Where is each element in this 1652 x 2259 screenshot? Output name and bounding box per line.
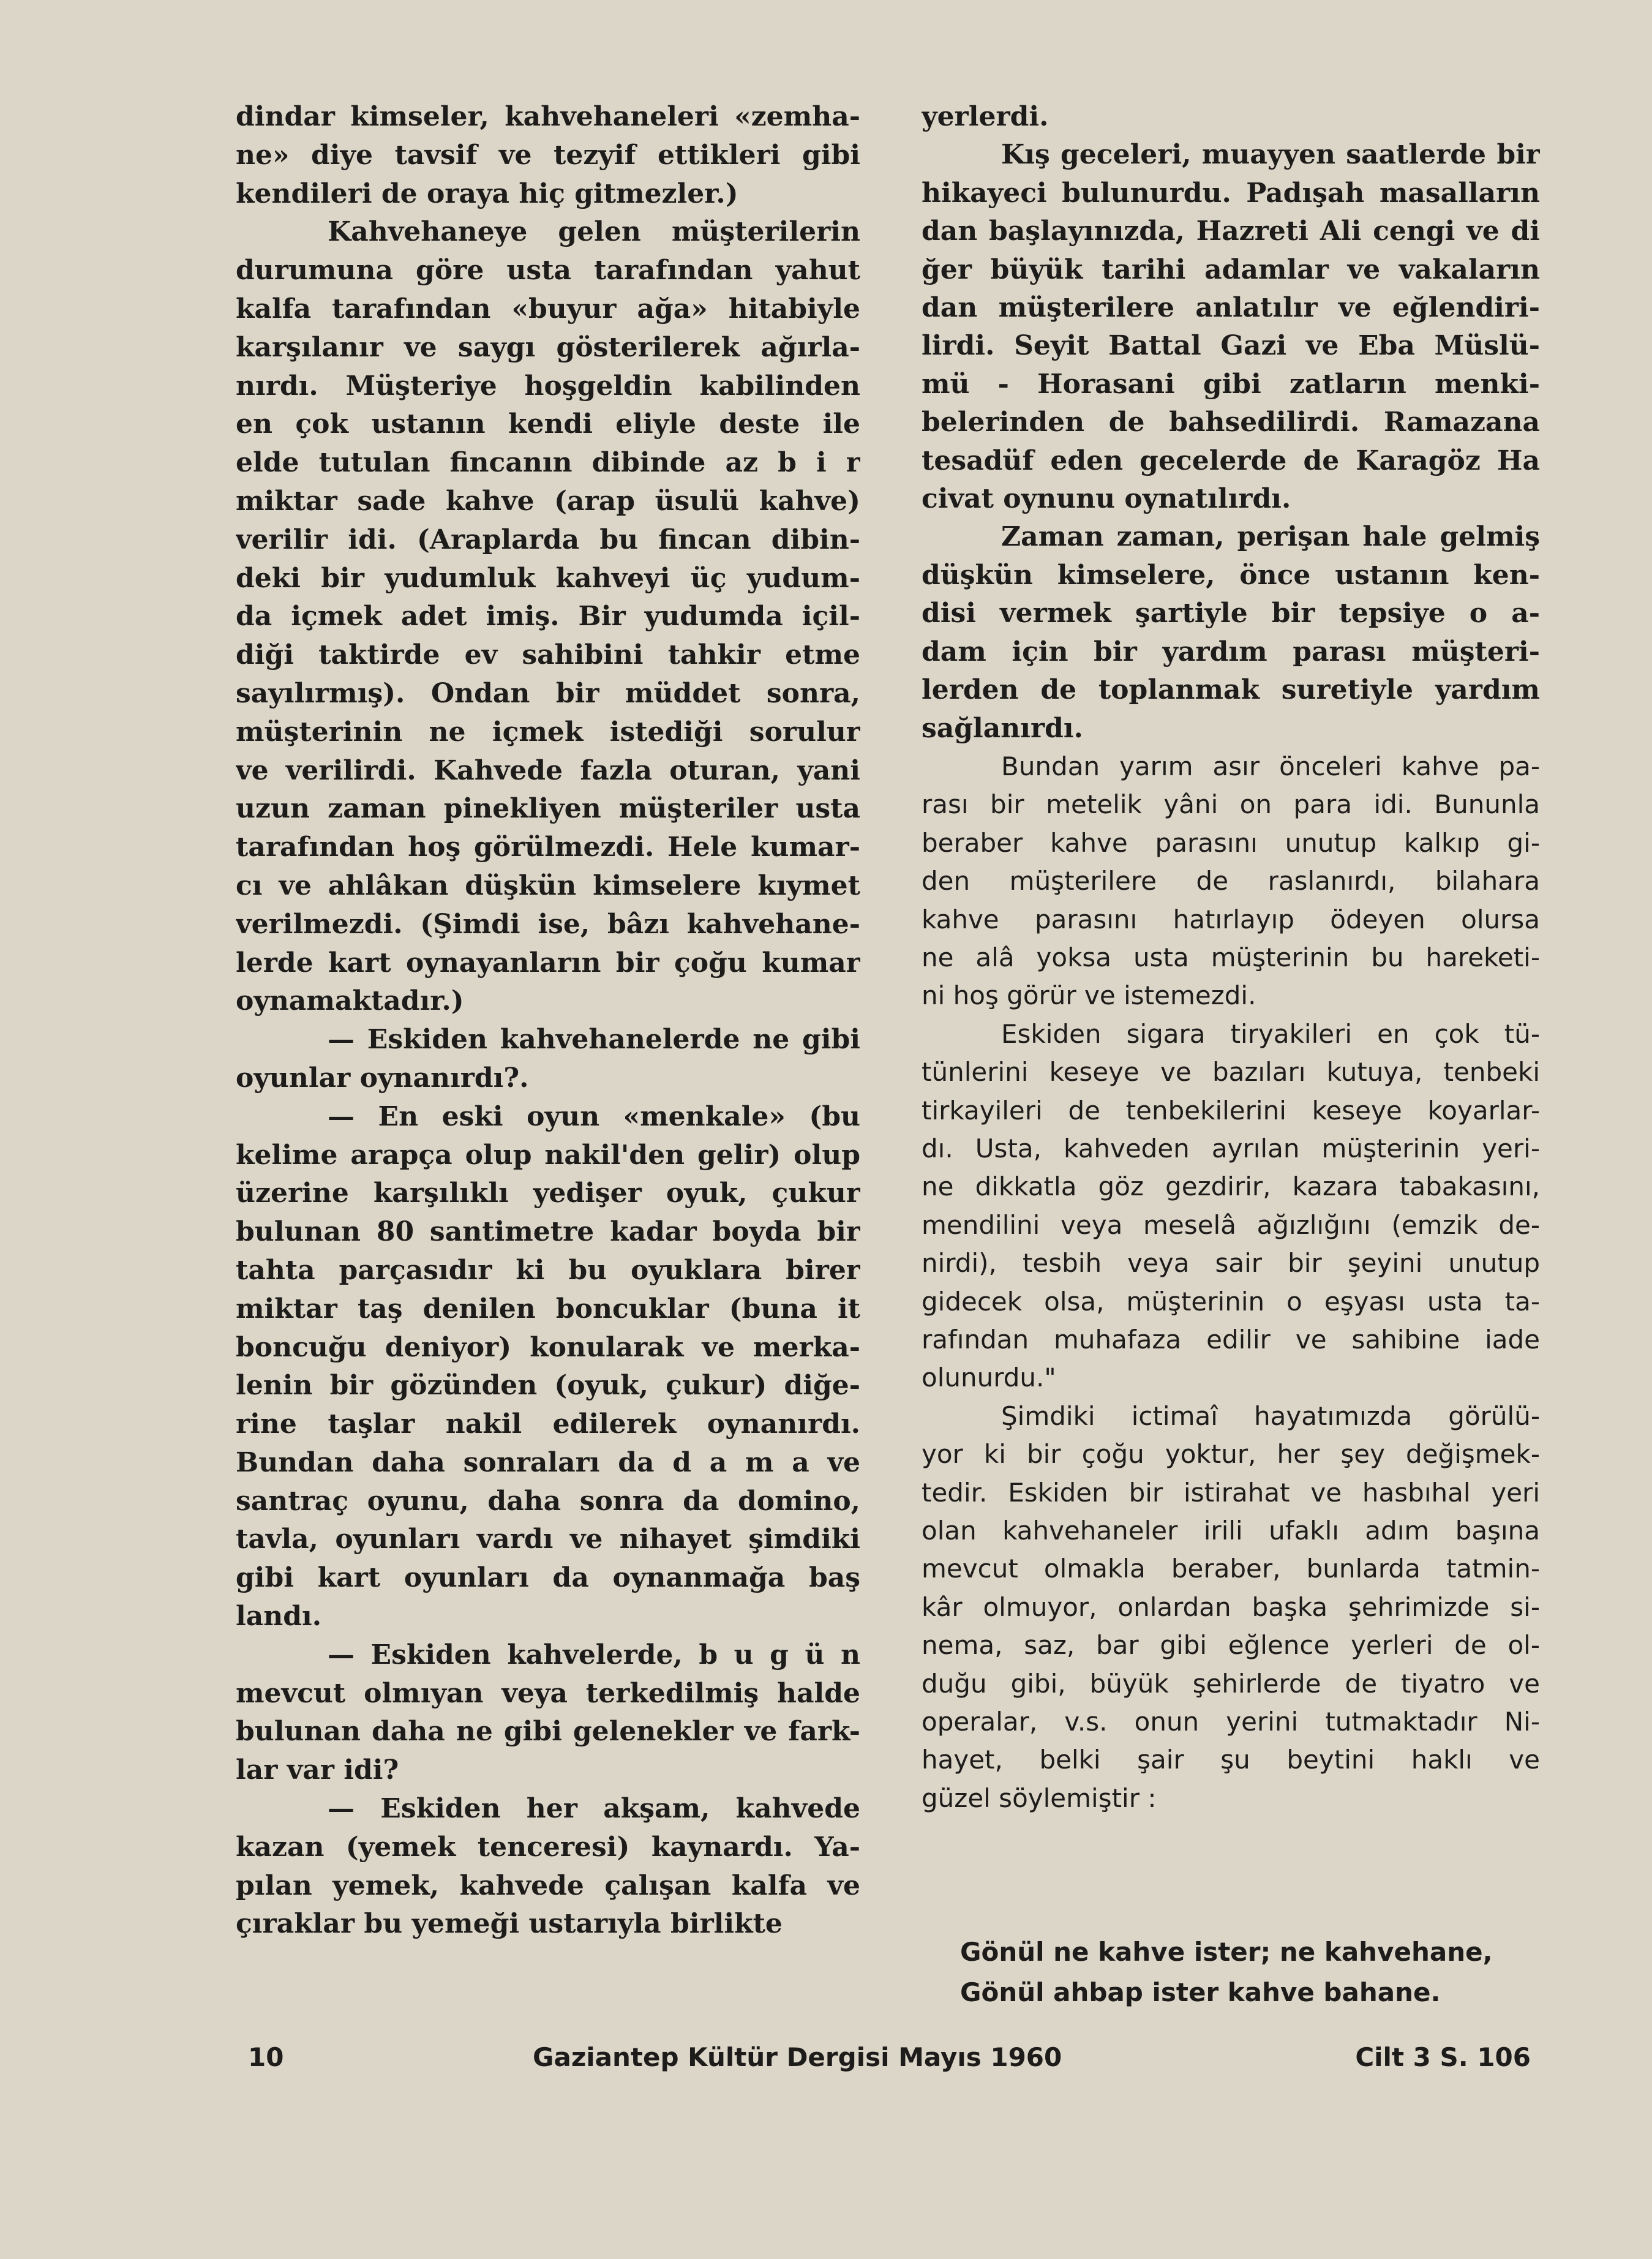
text-line: verilir idi. (Araplarda bu fincan dibin- bbox=[236, 524, 860, 555]
paragraph bbox=[236, 1636, 860, 1790]
text-line: civat oynunu oynatılırdı. bbox=[922, 483, 1291, 515]
text-line: mendilini veya meselâ ağızlığını (emzik de- bbox=[922, 1209, 1540, 1240]
text-line: mevcut olmakla beraber, bunlarda tatmin- bbox=[922, 1554, 1540, 1584]
text-line: tavla, oyunları vardı ve nihayet şimdiki bbox=[236, 1524, 860, 1555]
text-line: — En eski oyun «menkale» (bu bbox=[328, 1100, 860, 1132]
text-line: olunurdu." bbox=[922, 1363, 1056, 1393]
text-line: den müşterilere de raslanırdı, bilahara bbox=[922, 866, 1540, 896]
text-line: dindar kimseler, kahvehaneleri «zemha- bbox=[236, 101, 860, 132]
text-line: duğu gibi, büyük şehirlerde de tiyatro ve bbox=[922, 1668, 1540, 1699]
text-line: dan başlayınızda, Hazreti Ali cengi ve di bbox=[922, 216, 1540, 247]
text-line: hikayeci bulunurdu. Padışah masalların bbox=[922, 177, 1540, 209]
text-line: yor ki bir çoğu yoktur, her şey değişmek- bbox=[922, 1439, 1540, 1470]
text-line: dam için bir yardım parası müşteri- bbox=[922, 636, 1540, 667]
volume-issue: Cilt 3 S. 106 bbox=[1355, 2042, 1531, 2072]
text-line: bulunan 80 santimetre kadar boyda bir bbox=[236, 1216, 860, 1248]
text-line: miktar sade kahve (arap üsulü kahve) bbox=[236, 485, 860, 517]
paragraph bbox=[922, 136, 1540, 518]
text-line: Zaman zaman, perişan hale gelmiş bbox=[1001, 521, 1540, 553]
text-line: Şimdiki ictimaî hayatımızda görülü- bbox=[1001, 1400, 1540, 1431]
text-line: karşılanır ve saygı gösterilerek ağırla- bbox=[236, 331, 860, 363]
text-line: güzel söylemiştir : bbox=[922, 1783, 1157, 1813]
text-line: tarafından hoş görülmezdi. Hele kumar- bbox=[236, 832, 860, 863]
text-line: kazan (yemek tenceresi) kaynardı. Ya- bbox=[236, 1831, 860, 1863]
poem-line: Gönül ahbap ister kahve bahane. bbox=[960, 1977, 1441, 2007]
paragraph bbox=[922, 1397, 1540, 1817]
text-line: — Eskiden her akşam, kahvede bbox=[328, 1793, 860, 1825]
text-line: lerden de toplanmak suretiyle yardım bbox=[922, 674, 1540, 706]
text-line: santraç oyunu, daha sonra da domino, bbox=[236, 1485, 860, 1517]
text-line: bulunan daha ne gibi gelenekler ve fark- bbox=[236, 1716, 860, 1748]
text-line: ğer büyük tarihi adamlar ve vakaların bbox=[922, 254, 1540, 285]
text-line: ne» diye tavsif ve tezyif ettikleri gibi bbox=[236, 139, 860, 171]
text-line: en çok ustanın kendi eliyle deste ile bbox=[236, 408, 860, 440]
text-line: kalfa tarafından «buyur ağa» hitabiyle bbox=[236, 293, 860, 325]
text-line: tünlerini keseye ve bazıları kutuya, tenbeki bbox=[922, 1057, 1540, 1088]
text-line: kahve parasını hatırlayıp ödeyen olursa bbox=[922, 904, 1540, 934]
text-line: boncuğu deniyor) konularak ve merka- bbox=[236, 1331, 860, 1363]
paragraph bbox=[922, 748, 1540, 1015]
text-line: Eskiden sigara tiryakileri en çok tü- bbox=[1001, 1018, 1540, 1049]
paragraph bbox=[236, 98, 860, 213]
text-line: rafından muhafaza edilir ve sahibine iade bbox=[922, 1325, 1540, 1355]
text-line: lerde kart oynayanların bir çoğu kumar bbox=[236, 947, 860, 979]
right-column bbox=[922, 98, 1540, 1817]
text-line: dan müşterilere anlatılır ve eğlendiri- bbox=[922, 292, 1540, 324]
text-line: nirdi), tesbih veya sair bir şeyini unutup bbox=[922, 1248, 1540, 1279]
text-line: kâr olmuyor, onlardan başka şehrimizde si- bbox=[922, 1592, 1540, 1622]
page-number: 10 bbox=[248, 2042, 284, 2072]
text-line: mü - Horasani gibi zatların menki- bbox=[922, 368, 1540, 400]
text-line: ni hoş görür ve istemezdi. bbox=[922, 980, 1256, 1011]
text-line: operalar, v.s. onun yerini tutmaktadır Ni- bbox=[922, 1707, 1540, 1737]
text-line: üzerine karşılıklı yedişer oyuk, çukur bbox=[236, 1178, 860, 1209]
text-line: durumuna göre usta tarafından yahut bbox=[236, 255, 860, 287]
text-line: da içmek adet imiş. Bir yudumda içil- bbox=[236, 601, 860, 633]
text-line: tedir. Eskiden bir istirahat ve hasbıhal yeri bbox=[922, 1477, 1540, 1508]
text-line: Bundan daha sonraları da d a m a ve bbox=[236, 1446, 860, 1478]
paragraph bbox=[236, 1790, 860, 1944]
text-line: Kahvehaneye gelen müşterilerin bbox=[328, 216, 860, 248]
text-line: pılan yemek, kahvede çalışan kalfa ve bbox=[236, 1870, 860, 1901]
text-line: landı. bbox=[236, 1601, 322, 1633]
text-line: ve verilirdi. Kahvede fazla oturan, yani bbox=[236, 754, 860, 786]
text-line: mevcut olmıyan veya terkedilmiş halde bbox=[236, 1677, 860, 1709]
text-line: miktar taş denilen boncuklar (buna it bbox=[236, 1293, 860, 1325]
paragraph bbox=[922, 518, 1540, 747]
text-line: müşterinin ne içmek istediği sorulur bbox=[236, 716, 860, 748]
text-line: cı ve ahlâkan düşkün kimselere kıymet bbox=[236, 870, 860, 901]
text-line: lar var idi? bbox=[236, 1754, 399, 1786]
text-line: diği taktirde ev sahibini tahkir etme bbox=[236, 639, 860, 671]
text-line: lirdi. Seyit Battal Gazi ve Eba Müslü- bbox=[922, 330, 1540, 362]
text-line: — Eskiden kahvelerde, b u g ü n bbox=[328, 1639, 860, 1671]
text-line: Bundan yarım asır önceleri kahve pa- bbox=[1001, 751, 1540, 781]
text-line: Kış geceleri, muayyen saatlerde bir bbox=[1001, 139, 1540, 171]
paragraph bbox=[236, 1021, 860, 1098]
text-line: kendileri de oraya hiç gitmezler.) bbox=[236, 178, 738, 209]
text-line: nırdı. Müşteriye hoşgeldin kabilinden bbox=[236, 370, 860, 402]
text-line: belerinden de bahsedilirdi. Ramazana bbox=[922, 407, 1540, 438]
text-line: olan kahvehaneler irili ufaklı adım başına bbox=[922, 1516, 1540, 1546]
text-line: uzun zaman pinekliyen müşteriler usta bbox=[236, 793, 860, 825]
text-line: dı. Usta, kahveden ayrılan müşterinin yeri- bbox=[922, 1133, 1540, 1163]
text-line: verilmezdi. (Şimdi ise, bâzı kahvehane- bbox=[236, 908, 860, 940]
text-line: gibi kart oyunları da oynanmağa baş bbox=[236, 1562, 860, 1594]
text-line: — Eskiden kahvehanelerde ne gibi bbox=[328, 1024, 860, 1056]
text-line: beraber kahve parasını unutup kalkıp gi- bbox=[922, 827, 1540, 858]
magazine-title: Gaziantep Kültür Dergisi Mayıs 1960 bbox=[533, 2042, 1062, 2072]
text-line: tirkayileri de tenbekilerini keseye koyarlar- bbox=[922, 1095, 1540, 1126]
text-line: elde tutulan fincanın dibinde az b i r bbox=[236, 447, 860, 479]
text-line: tesadüf eden gecelerde de Karagöz Ha bbox=[922, 445, 1540, 476]
paragraph bbox=[236, 213, 860, 1021]
text-line: rine taşlar nakil edilerek oynanırdı. bbox=[236, 1408, 860, 1440]
text-line: lenin bir gözünden (oyuk, çukur) diğe- bbox=[236, 1370, 860, 1402]
text-line: çıraklar bu yemeği ustarıyla birlikte bbox=[236, 1908, 783, 1940]
text-line: nema, saz, bar gibi eğlence yerleri de ol- bbox=[922, 1630, 1540, 1661]
text-line: yerlerdi. bbox=[922, 101, 1049, 132]
paragraph bbox=[922, 98, 1540, 136]
text-line: sağlanırdı. bbox=[922, 712, 1083, 744]
poem-line: Gönül ne kahve ister; ne kahvehane, bbox=[960, 1937, 1493, 1967]
left-column bbox=[236, 98, 860, 1944]
text-line: kelime arapça olup nakil'den gelir) olup bbox=[236, 1139, 860, 1171]
text-line: sayılırmış). Ondan bir müddet sonra, bbox=[236, 677, 860, 709]
text-line: tahta parçasıdır ki bu oyuklara birer bbox=[236, 1254, 860, 1286]
text-line: gidecek olsa, müşterinin o eşyası usta ta- bbox=[922, 1286, 1540, 1317]
text-line: disi vermek şartiyle bir tepsiye o a- bbox=[922, 598, 1540, 630]
paragraph bbox=[922, 1015, 1540, 1397]
paragraph bbox=[236, 1098, 860, 1636]
text-line: hayet, belki şair şu beytini haklı ve bbox=[922, 1745, 1540, 1775]
text-line: oyunlar oynanırdı?. bbox=[236, 1062, 529, 1094]
text-line: deki bir yudumluk kahveyi üç yudum- bbox=[236, 562, 860, 594]
text-line: ne alâ yoksa usta müşterinin bu hareketi- bbox=[922, 942, 1540, 972]
page-footer bbox=[239, 2042, 1531, 2085]
text-line: düşkün kimselere, önce ustanın ken- bbox=[922, 559, 1540, 591]
poem-couplet bbox=[960, 1932, 1548, 2013]
text-line: rası bir metelik yâni on para idi. Bununla bbox=[922, 789, 1540, 820]
text-line: ne dikkatla göz gezdirir, kazara tabakasını, bbox=[922, 1171, 1540, 1202]
text-line: oynamaktadır.) bbox=[236, 985, 464, 1017]
